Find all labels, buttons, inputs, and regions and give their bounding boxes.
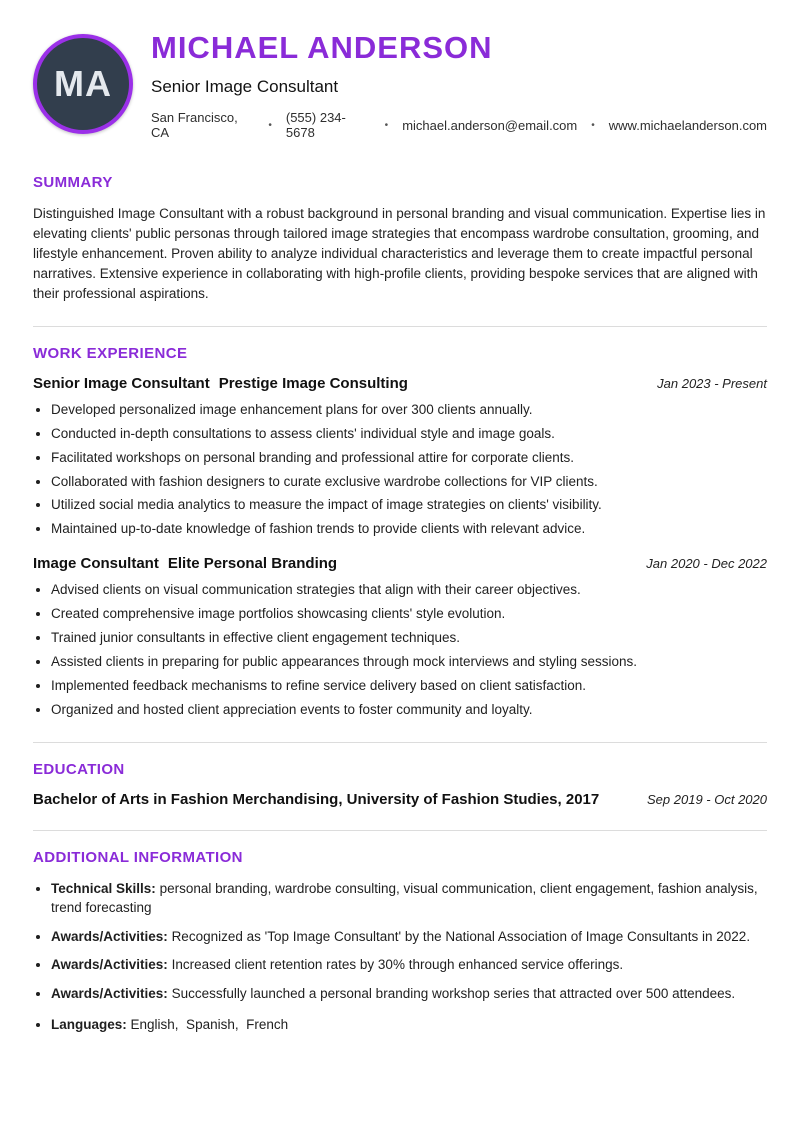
item-label: Awards/Activities: xyxy=(51,928,168,944)
item-text: Successfully launched a personal branding workshop series that attracted over 500 attendees. xyxy=(171,985,736,1001)
section-additional-information xyxy=(33,831,767,1035)
section-summary xyxy=(33,156,767,304)
item-label: Languages: xyxy=(51,1017,127,1033)
education-heading: EDUCATION xyxy=(33,760,125,778)
resume-header xyxy=(33,28,767,140)
job-bullet: • Implemented feedback mechanisms to refine service delivery based on client satisfaction. xyxy=(51,677,767,696)
job-bullet-list xyxy=(33,401,767,539)
contact-website: www.michaelanderson.com xyxy=(608,117,767,133)
bullet-separator: • xyxy=(384,119,389,131)
item-label: Technical Skills: xyxy=(51,880,156,896)
additional-info-item xyxy=(51,1015,767,1035)
summary-heading: SUMMARY xyxy=(33,174,113,191)
job-entry xyxy=(33,375,767,539)
additional-info-list xyxy=(33,879,767,1035)
additional-information-heading: ADDITIONAL INFORMATION xyxy=(33,848,243,866)
section-work-experience xyxy=(33,327,767,720)
job-dates: Jan 2020 - Dec 2022 xyxy=(646,556,767,572)
contact-email: michael.anderson@email.com xyxy=(402,117,578,133)
job-dates: Jan 2023 - Present xyxy=(657,375,767,391)
item-label: Awards/Activities: xyxy=(51,957,168,973)
additional-info-item xyxy=(51,879,767,918)
section-education xyxy=(33,743,767,808)
job-bullet: • Created comprehensive image portfolios showcasing clients' style evolution. xyxy=(51,605,767,624)
job-bullet: • Conducted in-depth consultations to assess clients' individual style and image goals. xyxy=(51,425,767,444)
work-experience-heading: WORK EXPERIENCE xyxy=(33,344,188,362)
summary-text: Distinguished Image Consultant with a robust background in personal branding and visual communication. Expertise lies in elevating clients' public personas through tailored image strategies that encompass wardrobe consultation, grooming, and lifestyle enhancement. Proven ability to analyze individual characteristics and leverage them to create impactful personal narratives. Extensive experience in collaborating with high-profile clients, providing bespoke services that are aligned with their professional aspirations. xyxy=(33,206,766,301)
candidate-name: MICHAEL ANDERSON xyxy=(151,30,493,65)
item-text: Increased client retention rates by 30% through enhanced service offerings. xyxy=(171,957,624,973)
education-entry xyxy=(33,791,767,808)
avatar xyxy=(33,34,133,134)
job-entry xyxy=(33,555,767,719)
job-bullet: • Advised clients on visual communication strategies that align with their career objectives. xyxy=(51,581,767,600)
job-header xyxy=(33,375,767,392)
item-text: English, Spanish, French xyxy=(130,1017,289,1033)
job-bullet: • Facilitated workshops on personal branding and professional attire for corporate clients. xyxy=(51,449,767,468)
job-bullet: • Trained junior consultants in effective client engagement techniques. xyxy=(51,629,767,648)
job-header xyxy=(33,555,767,572)
avatar-initials: MA xyxy=(54,63,112,104)
header-info xyxy=(151,28,767,140)
additional-info-item xyxy=(51,927,767,947)
bullet-separator: • xyxy=(591,119,595,131)
job-bullet: • Maintained up-to-date knowledge of fashion trends to provide clients with relevant advice. xyxy=(51,520,767,539)
job-bullet: • Organized and hosted client appreciation events to foster community and loyalty. xyxy=(51,701,767,720)
candidate-headline: Senior Image Consultant xyxy=(151,77,339,96)
item-label: Awards/Activities: xyxy=(51,985,168,1001)
job-title-text: Senior Image Consultant xyxy=(33,374,210,392)
additional-info-item xyxy=(51,955,767,975)
education-dates: Sep 2019 - Oct 2020 xyxy=(647,791,767,807)
item-text: Recognized as 'Top Image Consultant' by the National Association of Image Consultants in 2022. xyxy=(171,928,751,944)
job-bullet: • Utilized social media analytics to measure the impact of image strategies on clients' visibility. xyxy=(51,496,767,515)
additional-info-item xyxy=(51,984,767,1004)
job-title-line xyxy=(33,555,337,572)
contact-line xyxy=(151,110,767,140)
job-title-text: Image Consultant xyxy=(33,555,159,573)
job-company: Prestige Image Consulting xyxy=(218,374,408,392)
item-text: personal branding, wardrobe consulting, visual communication, client engagement, fashion analysis, trend forecasting xyxy=(51,880,762,916)
job-bullet: • Developed personalized image enhancement plans for over 300 clients annually. xyxy=(51,401,767,420)
education-degree: Bachelor of Arts in Fashion Merchandising, University of Fashion Studies, 2017 xyxy=(33,790,600,808)
job-bullet: • Assisted clients in preparing for public appearances through mock interviews and styling sessions. xyxy=(51,653,767,672)
job-bullet: • Collaborated with fashion designers to curate exclusive wardrobe collections for VIP clients. xyxy=(51,473,767,492)
bullet-separator: • xyxy=(268,119,272,131)
job-company: Elite Personal Branding xyxy=(167,555,338,573)
contact-location: San Francisco, CA xyxy=(151,110,238,140)
job-title-line xyxy=(33,375,408,392)
job-bullet-list xyxy=(33,581,767,719)
contact-phone: (555) 234-5678 xyxy=(285,110,346,140)
